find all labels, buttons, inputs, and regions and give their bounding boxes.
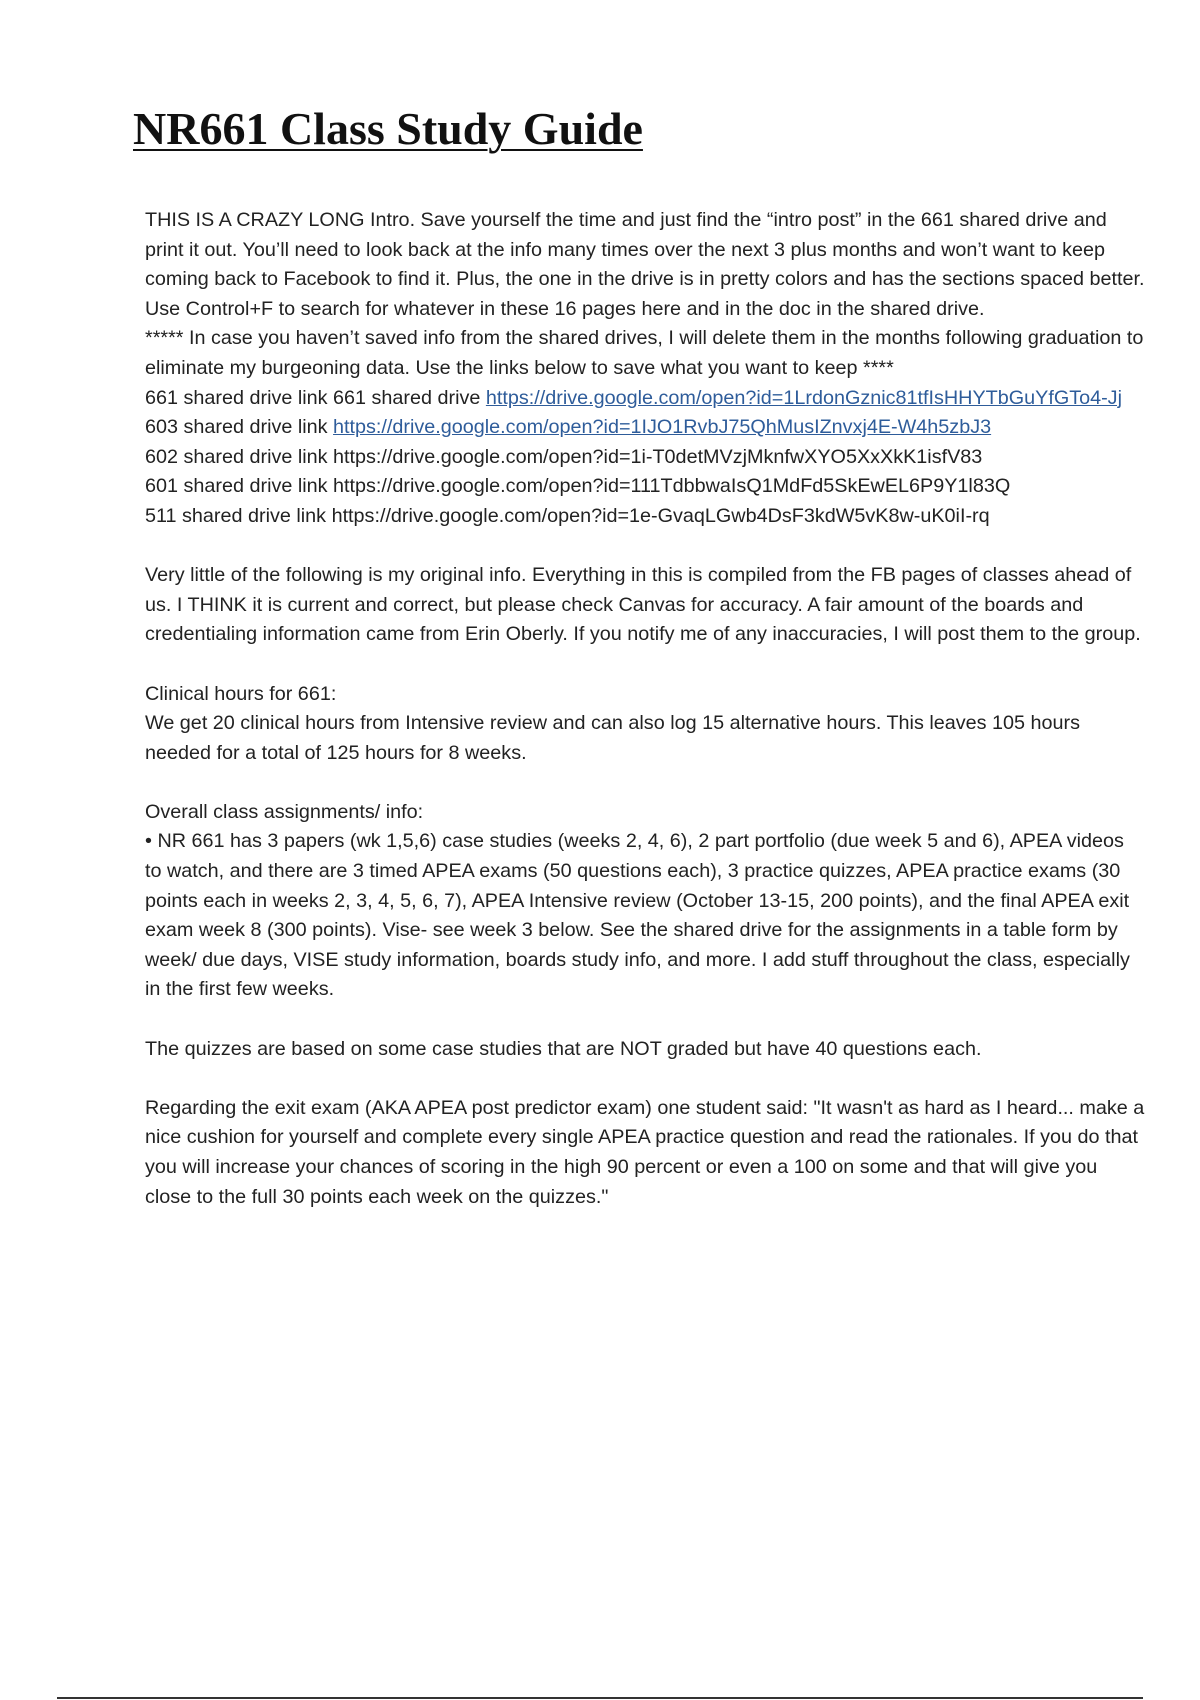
drive-link-line-511 <box>145 502 1145 532</box>
clinical-hours-heading: Clinical hours for 661: <box>145 682 337 705</box>
document-body <box>145 206 1145 1212</box>
paragraph-gap <box>145 532 1145 562</box>
drive-link-label: 602 shared drive link <box>145 445 334 468</box>
drive-link-label: 511 shared drive link <box>145 504 332 527</box>
paragraph-gap <box>145 650 1145 680</box>
notice-paragraph: ***** In case you haven’t saved info from the shared drives, I will delete them in the months following graduation to eliminate my burgeoning data. Use the links below to save what you want to keep **** <box>145 327 1144 379</box>
drive-link-661[interactable]: https://drive.google.com/open?id=1LrdonGznic81tfIsHHYTbGuYfGTo4-Jj <box>485 386 1122 409</box>
assignments-bullet-item <box>145 827 1145 1005</box>
drive-link-label: 661 shared drive link 661 shared drive <box>145 386 486 409</box>
drive-link-line-661 <box>145 384 1145 414</box>
drive-link-line-603 <box>145 413 1145 443</box>
exit-exam-note: Regarding the exit exam (AKA APEA post predictor exam) one student said: "It wasn't as hard as I heard... make a nice cushion for yourself and complete every single APEA practice question and read the rationales. If you do that you will increase your chances of scoring in the high 90 percent or even a 100 on some and that will give you close to the full 30 points each week on the quizzes." <box>145 1096 1145 1208</box>
paragraph-gap <box>145 1005 1145 1035</box>
bullet-icon: • <box>145 830 152 853</box>
drive-link-line-601 <box>145 472 1145 502</box>
paragraph-gap <box>145 768 1145 798</box>
drive-link-line-602 <box>145 443 1145 473</box>
quizzes-note: The quizzes are based on some case studies that are NOT graded but have 40 questions each. <box>145 1037 982 1060</box>
drive-link-602: https://drive.google.com/open?id=1i-T0detMVzjMknfwXYO5XxXkK1isfV83 <box>333 445 983 468</box>
drive-link-511: https://drive.google.com/open?id=1e-GvaqLGwb4DsF3kdW5vK8w-uK0iI-rq <box>331 504 990 527</box>
intro-paragraph: THIS IS A CRAZY LONG Intro. Save yourself the time and just find the “intro post” in the 661 shared drive and print it out. You’ll need to look back at the info many times over the next 3 plus months and won’t want to keep coming back to Facebook to find it. Plus, the one in the drive is in pretty colors and has the sections spaced better. Use Control+F to search for whatever in these 16 pages here and in the doc in the shared drive. <box>145 209 1145 320</box>
disclaimer-paragraph: Very little of the following is my original info. Everything in this is compiled from the FB pages of classes ahead of us. I THINK it is current and correct, but please check Canvas for accuracy. A fair amount of the boards and credentialing information came from Erin Oberly. If you notify me of any inaccuracies, I will post them to the group. <box>145 564 1141 646</box>
document-title: NR661 Class Study Guide <box>133 103 643 154</box>
drive-link-label: 603 shared drive link <box>145 416 334 439</box>
drive-link-601: https://drive.google.com/open?id=111TdbbwaIsQ1MdFd5SkEwEL6P9Y1l83Q <box>333 475 1011 498</box>
page-bottom-rule <box>57 1697 1143 1699</box>
clinical-hours-text: We get 20 clinical hours from Intensive review and can also log 15 alternative hours. This leaves 105 hours needed for a total of 125 hours for 8 weeks. <box>145 712 1080 764</box>
assignments-text: NR 661 has 3 papers (wk 1,5,6) case studies (weeks 2, 4, 6), 2 part portfolio (due week 5 and 6), APEA videos to watch, and there are 3 timed APEA exams (50 questions each), 3 practice quizzes, APEA practice exams (30 points each in weeks 2, 3, 4, 5, 6, 7), APEA Intensive review (October 13-15, 200 points), and the final APEA exit exam week 8 (300 points). Vise- see week 3 below. See the shared drive for the assignments in a table form by week/ due days, VISE study information, boards study info, and more. I add stuff throughout the class, especially in the first few weeks. <box>145 830 1130 1001</box>
drive-link-603[interactable]: https://drive.google.com/open?id=1IJO1RvbJ75QhMusIZnvxj4E-W4h5zbJ3 <box>333 416 992 439</box>
assignments-heading: Overall class assignments/ info: <box>145 800 424 823</box>
drive-link-label: 601 shared drive link <box>145 475 334 498</box>
paragraph-gap <box>145 1064 1145 1094</box>
